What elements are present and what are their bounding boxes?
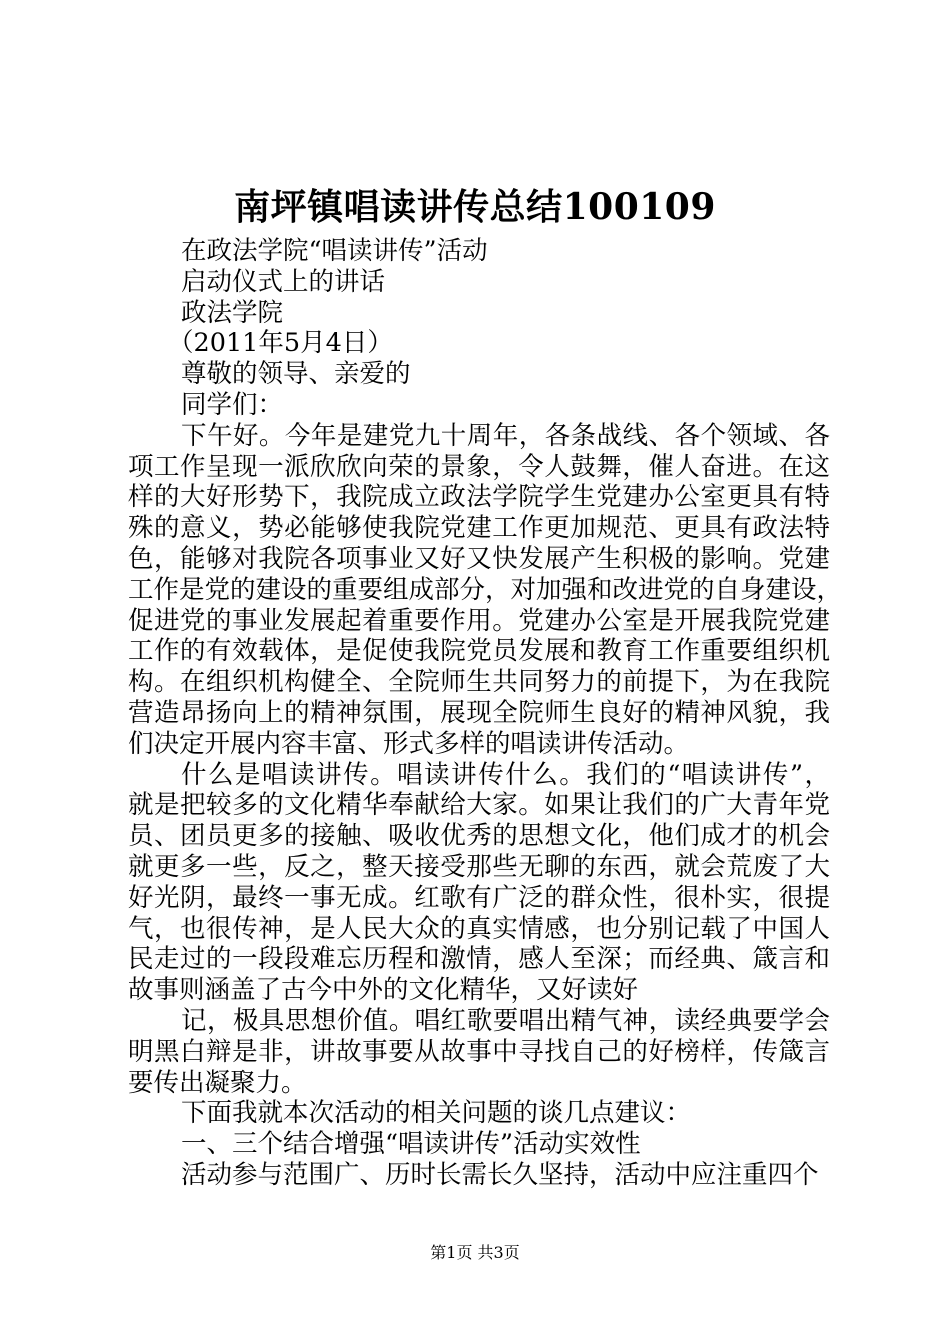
body-line: 政法学院 <box>181 297 284 328</box>
body-line: 样的大好形势下，我院成立政法学院学生党建办公室更具有特 <box>128 482 830 513</box>
body-line: 气，也很传神，是人民大众的真实情感，也分别记载了中国人 <box>128 913 830 944</box>
section-heading: 一、三个结合增强“唱读讲传”活动实效性 <box>181 1129 641 1160</box>
body-line: 就更多一些，反之，整天接受那些无聊的东西，就会荒废了大 <box>128 851 830 882</box>
body-line: 故事则涵盖了古今中外的文化精华，又好读好 <box>128 975 639 1006</box>
body-line: 启动仪式上的讲话 <box>181 266 386 297</box>
body-line: 明黑白辩是非，讲故事要从故事中寻找自己的好榜样，传箴言 <box>128 1036 830 1067</box>
body-line: 记，极具思想价值。唱红歌要唱出精气神，读经典要学会 <box>181 1005 830 1036</box>
body-line: 殊的意义，势必能够使我院党建工作更加规范、更具有政法特 <box>128 513 830 544</box>
body-line: 要传出凝聚力。 <box>128 1067 307 1098</box>
body-line: 好光阴，最终一事无成。红歌有广泛的群众性，很朴实，很提 <box>128 882 830 913</box>
body-line: 工作的有效载体，是促使我院党员发展和教育工作重要组织机 <box>128 636 830 667</box>
body-line: 色，能够对我院各项事业又好又快发展产生积极的影响。党建 <box>128 543 830 574</box>
body-line: 促进党的事业发展起着重要作用。党建办公室是开展我院党建 <box>128 605 830 636</box>
body-line: 同学们： <box>181 389 284 420</box>
body-line: 民走过的一段段难忘历程和激情，感人至深；而经典、箴言和 <box>128 944 830 975</box>
body-line: 项工作呈现一派欣欣向荣的景象，令人鼓舞，催人奋进。在这 <box>128 451 830 482</box>
document-body <box>128 236 843 1191</box>
page-footer: 第1页 共3页 <box>430 1243 520 1262</box>
body-line: 员、团员更多的接触、吸收优秀的思想文化，他们成才的机会 <box>128 821 830 852</box>
body-line: 营造昂扬向上的精神氛围，展现全院师生良好的精神风貌，我 <box>128 697 830 728</box>
document-title: 南坪镇唱读讲传总结100109 <box>234 186 716 228</box>
body-line: 下面我就本次活动的相关问题的谈几点建议： <box>181 1098 692 1129</box>
body-line: 们决定开展内容丰富、形式多样的唱读讲传活动。 <box>128 728 690 759</box>
body-line: 什么是唱读讲传。唱读讲传什么。我们的“唱读讲传”， <box>181 759 830 790</box>
body-line: 下午好。今年是建党九十周年，各条战线、各个领域、各 <box>181 420 830 451</box>
body-line: （2011年5月4日） <box>168 328 393 359</box>
body-line: 活动参与范围广、历时长需长久坚持，活动中应注重四个 <box>181 1159 819 1190</box>
body-line: 就是把较多的文化精华奉献给大家。如果让我们的广大青年党 <box>128 790 830 821</box>
body-line: 在政法学院“唱读讲传”活动 <box>181 236 488 266</box>
body-line: 尊敬的领导、亲爱的 <box>181 359 411 390</box>
body-line: 工作是党的建设的重要组成部分，对加强和改进党的自身建设， <box>128 574 843 605</box>
body-line: 构。在组织机构健全、全院师生共同努力的前提下，为在我院 <box>128 667 830 698</box>
